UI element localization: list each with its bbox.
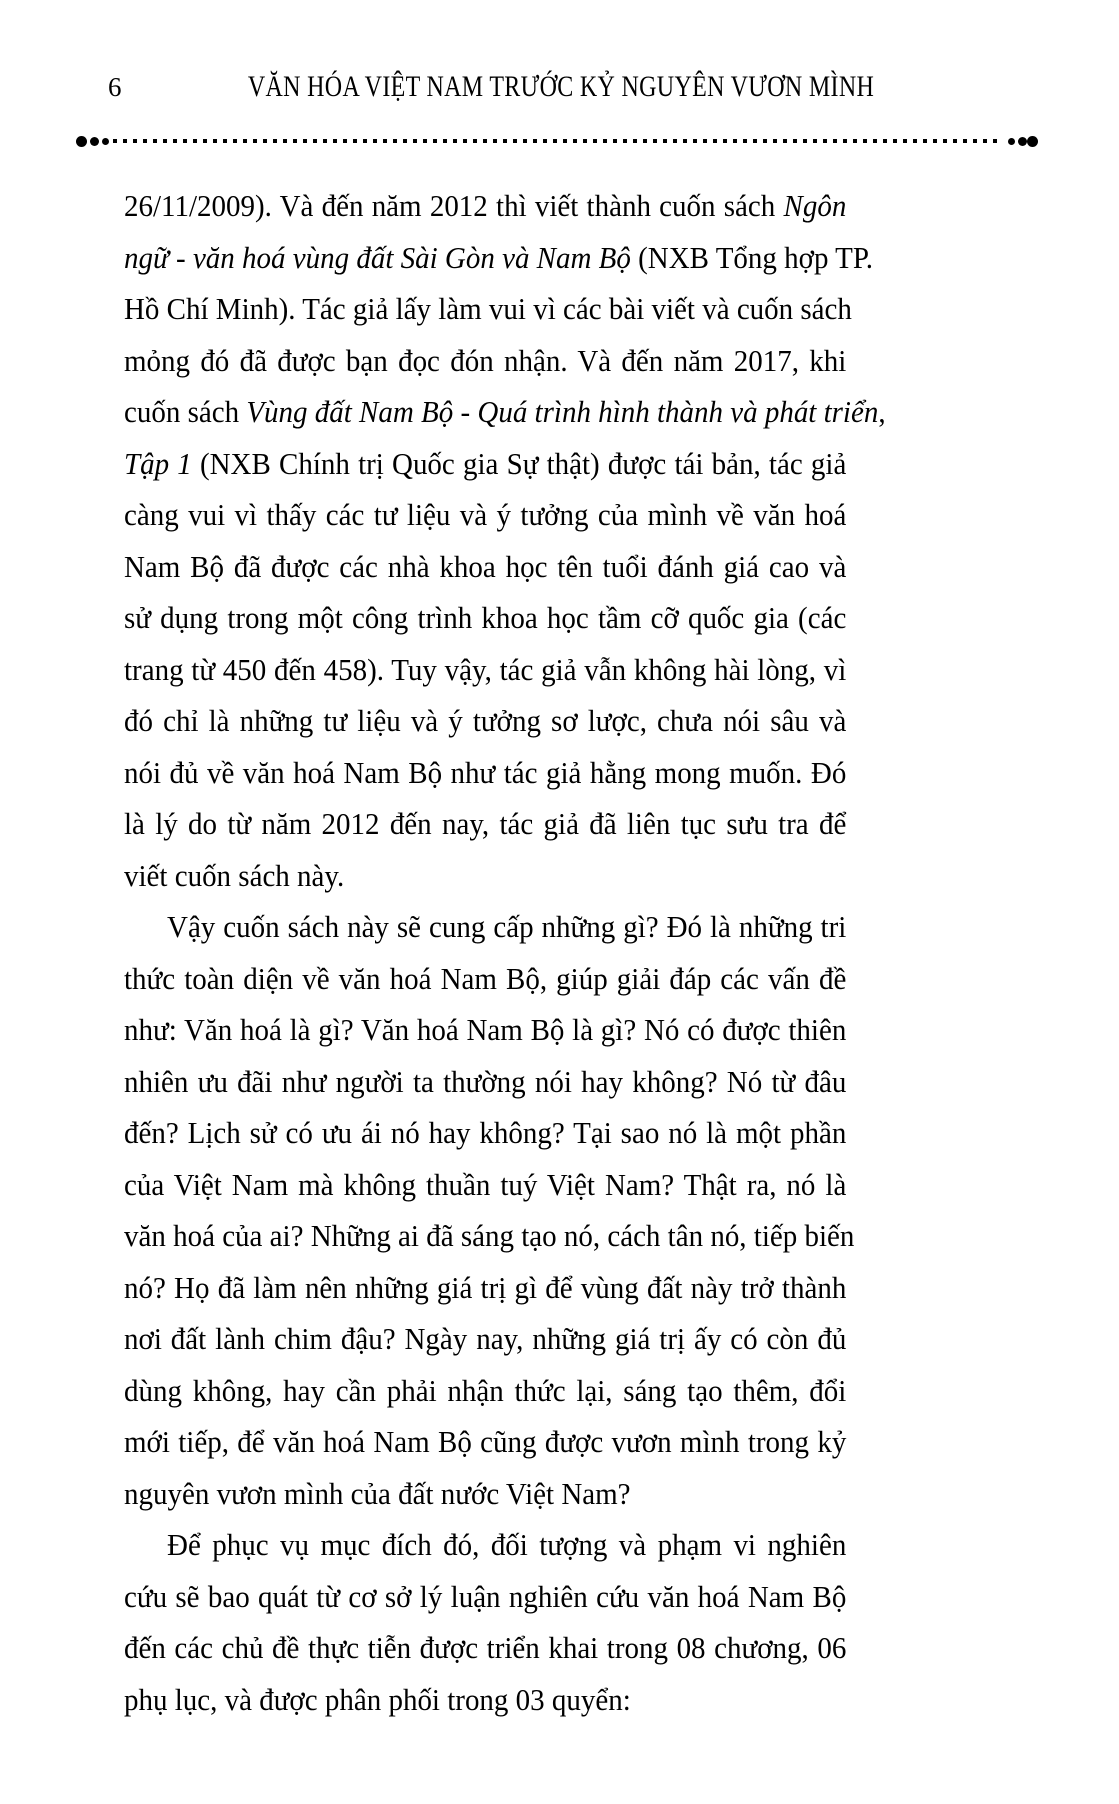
text-run: là lý do từ năm 2012 đến nay, tác giả đã liên tục sưu tra để (124, 806, 847, 841)
text-line (124, 489, 846, 541)
text-run: mỏng đó đã được bạn đọc đón nhận. Và đến năm 2017, khi (124, 342, 847, 378)
text-line (124, 232, 874, 284)
text-line (124, 592, 846, 644)
divider-dot-medium-left (90, 137, 99, 146)
text-line (124, 747, 846, 799)
italic-book-title: Tập 1 (124, 445, 192, 481)
text-run: sử dụng trong một công trình khoa học tầm cỡ quốc gia (các (124, 600, 847, 635)
text-run: trang từ 450 đến 458). Tuy vậy, tác giả vẫn không hài lòng, vì (124, 651, 847, 687)
text-run: như: Văn hoá là gì? Văn hoá Nam Bộ là gì? Nó có được thiên (124, 1012, 847, 1047)
text-line (124, 438, 846, 490)
text-run: càng vui vì thấy các tư liệu và ý tưởng của mình về văn hoá (124, 497, 847, 532)
divider-dot-large-left (76, 136, 87, 147)
text-line (124, 386, 886, 438)
text-run: thức toàn diện về văn hoá Nam Bộ, giúp giải đáp các vấn đề (124, 960, 847, 996)
text-run: 26/11/2009). Và đến năm 2012 thì viết thành cuốn sách (124, 188, 784, 223)
text-line (124, 1571, 846, 1623)
paragraph (124, 180, 886, 901)
text-run: nhiên ưu đãi như người ta thường nói hay không? Nó từ đâu (124, 1063, 847, 1099)
running-head (108, 72, 956, 118)
divider-dot-medium-right (1018, 137, 1027, 146)
divider-dot-small-left (102, 138, 109, 145)
text-line (124, 1622, 846, 1674)
text-line (124, 335, 846, 387)
text-line (124, 695, 846, 747)
divider-dot-large-right (1027, 136, 1038, 147)
text-line (124, 283, 852, 335)
text-run: (NXB Chính trị Quốc gia Sự thật) được tái bản, tác giả (191, 445, 847, 481)
text-run: nguyên vươn mình của đất nước Việt Nam? (124, 1475, 631, 1511)
text-run: nói đủ về văn hoá Nam Bộ như tác giả hằng mong muốn. Đó (124, 754, 847, 790)
text-run: , (878, 394, 886, 429)
italic-book-title: Vùng đất Nam Bộ - Quá trình hình thành và phát triển (246, 394, 879, 429)
page-body-text (124, 180, 886, 1725)
text-run: Để phục vụ mục đích đó, đối tượng và phạm vi nghiên (167, 1527, 847, 1562)
text-line (124, 1262, 846, 1314)
text-run: Vậy cuốn sách này sẽ cung cấp những gì? Đó là những tri (167, 909, 847, 944)
italic-book-title: ngữ - văn hoá vùng đất Sài Gòn và Nam Bộ (124, 239, 631, 275)
text-line (124, 1107, 846, 1159)
italic-book-title: Ngôn (783, 188, 847, 223)
text-line (124, 644, 846, 696)
text-line (124, 798, 846, 850)
page-number: 6 (108, 72, 122, 102)
text-line (124, 1159, 846, 1211)
text-line (124, 1519, 846, 1571)
text-run: nó? Họ đã làm nên những giá trị gì để vùng đất này trở thành (124, 1269, 847, 1305)
text-run: Nam Bộ đã được các nhà khoa học tên tuổi đánh giá cao và (124, 548, 847, 584)
text-run: Hồ Chí Minh). Tác giả lấy làm vui vì các bài viết và cuốn sách (124, 291, 852, 326)
text-line (124, 1365, 846, 1417)
text-line (124, 1056, 846, 1108)
paragraph (124, 1519, 846, 1725)
text-run: đến? Lịch sử có ưu ái nó hay không? Tại sao nó là một phần (124, 1115, 847, 1150)
text-line (124, 1416, 846, 1468)
text-line (124, 180, 846, 232)
text-run: (NXB Tổng hợp TP. (630, 239, 874, 275)
text-run: viết cuốn sách này. (124, 857, 345, 893)
text-line (124, 901, 846, 953)
text-run: dùng không, hay cần phải nhận thức lại, sáng tạo thêm, đổi (124, 1372, 847, 1408)
text-line (124, 1004, 846, 1056)
text-run: phụ lục, và được phân phối trong 03 quyển: (124, 1681, 631, 1717)
text-run: cuốn sách (124, 394, 247, 429)
running-title: VĂN HÓA VIỆT NAM TRƯỚC KỶ NGUYÊN VƯƠN MÌNH (247, 70, 875, 103)
text-line (124, 1468, 846, 1520)
divider-dotted-line (113, 139, 1001, 143)
text-line (124, 1210, 855, 1262)
paragraph (124, 901, 855, 1519)
text-run: cứu sẽ bao quát từ cơ sở lý luận nghiên cứu văn hoá Nam Bộ (124, 1578, 847, 1614)
text-run: văn hoá của ai? Những ai đã sáng tạo nó, cách tân nó, tiếp biến (124, 1218, 855, 1253)
text-run: đến các chủ đề thực tiễn được triển khai trong 08 chương, 06 (124, 1630, 847, 1665)
text-run: nơi đất lành chim đậu? Ngày nay, những giá trị ấy có còn đủ (124, 1321, 847, 1356)
divider-dot-small-right (1008, 138, 1015, 145)
text-run: đó chỉ là những tư liệu và ý tưởng sơ lược, chưa nói sâu và (124, 703, 847, 738)
text-line (124, 850, 846, 902)
text-line (124, 953, 846, 1005)
text-line (124, 541, 846, 593)
text-run: mới tiếp, để văn hoá Nam Bộ cũng được vươn mình trong kỷ (124, 1424, 847, 1459)
text-run: của Việt Nam mà không thuần tuý Việt Nam? Thật ra, nó là (124, 1166, 847, 1202)
text-line (124, 1313, 846, 1365)
decorative-divider (76, 133, 1038, 149)
text-line (124, 1674, 846, 1726)
